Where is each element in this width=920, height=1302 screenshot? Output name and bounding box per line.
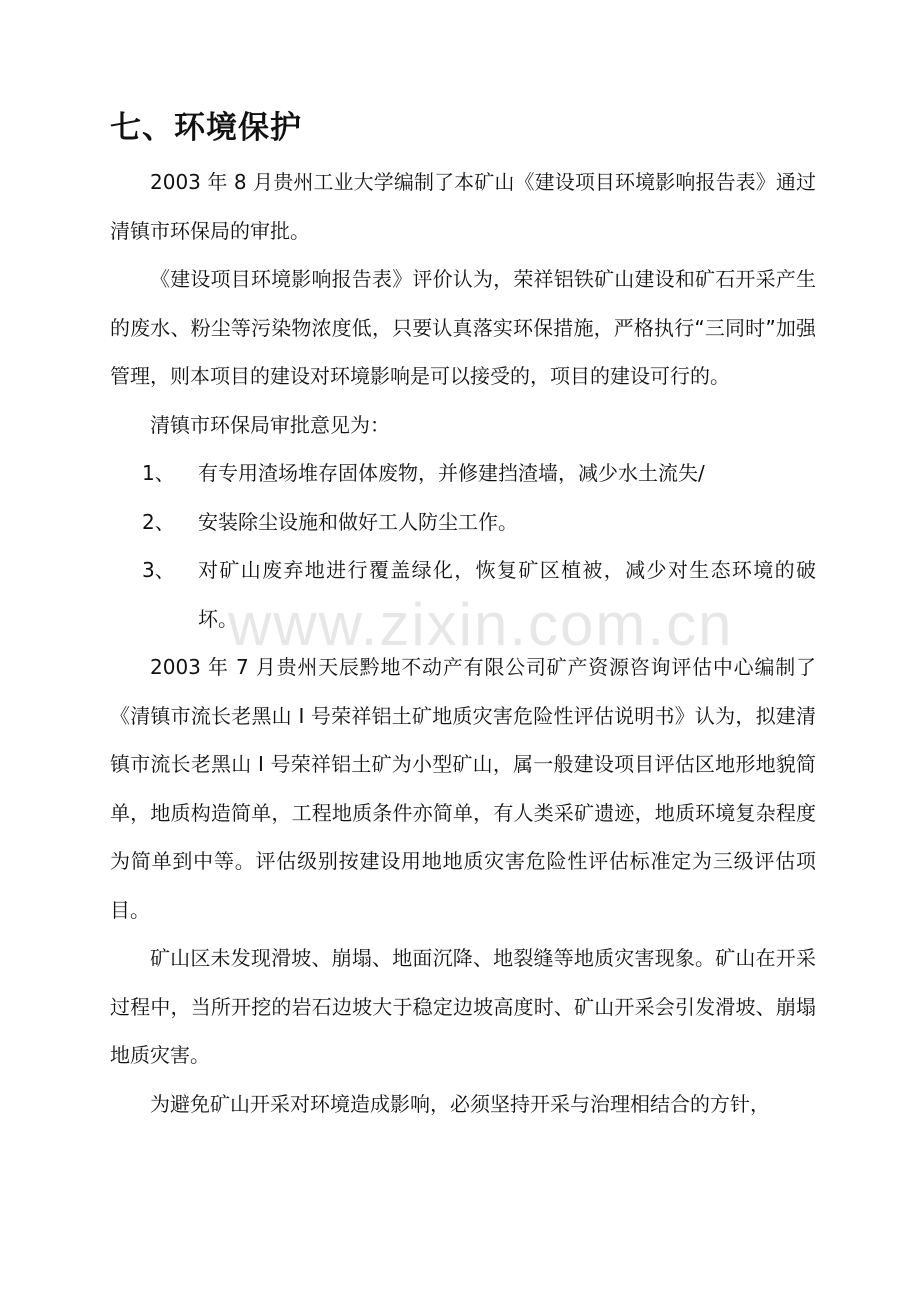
list-item — [110, 498, 816, 547]
list-item-number: 3、 — [142, 558, 175, 582]
list-item-number: 1、 — [142, 461, 175, 485]
paragraph-hazard-findings: 矿山区未发现滑坡、崩塌、地面沉降、地裂缝等地质灾害现象。矿山在开采过程中，当所开挖的岩石边坡大于稳定边坡高度时、矿山开采会引发滑坡、崩塌地质灾害。 — [110, 946, 816, 1067]
paragraph-eia-report: 2003 年 8 月贵州工业大学编制了本矿山《建设项目环境影响报告表》通过清镇市环保局的审批。 — [110, 170, 816, 243]
section-heading: 七、环境保护 — [110, 110, 302, 146]
paragraph-approval-intro: 清镇市环保局审批意见为： — [150, 412, 390, 437]
document-body — [110, 102, 816, 1128]
approval-opinion-list — [110, 449, 816, 643]
list-item — [110, 449, 816, 498]
list-item-text: 有专用渣场堆存固体废物，并修建挡渣墙，减少水土流失/ — [198, 461, 705, 485]
list-item-text: 对矿山废弃地进行覆盖绿化，恢复矿区植被，减少对生态环境的破坏。 — [198, 558, 816, 631]
paragraph-mitigation-policy: 为避免矿山开采对环境造成影响，必须坚持开采与治理相结合的方针， — [150, 1091, 770, 1116]
watermark: www.zixin.com.cn — [228, 591, 734, 658]
list-item-number: 2、 — [142, 509, 175, 534]
paragraph-eia-evaluation: 《建设项目环境影响报告表》评价认为，荣祥铝铁矿山建设和矿石开采产生的废水、粉尘等污染物浓度低，只要认真落实环保措施，严格执行“三同时”加强管理，则本项目的建设对环境影响是可以接受的，项目的建设可行的。 — [110, 267, 816, 388]
paragraph-hazard-assessment: 2003 年 7 月贵州天辰黔地不动产有限公司矿产资源咨询评估中心编制了《清镇市流长老黑山 I 号荣祥铝土矿地质灾害危险性评估说明书》认为，拟建清镇市流长老黑山 I 号荣祥铝土矿为小型矿山，属一般建设项目评估区地形地貌简单，地质构造简单，工程地质条件亦简单，有人类采矿遗迹，地质环境复杂程度为简单到中等。评估级别按建设用地地质灾害危险性评估标准定为三级评估项目。 — [110, 655, 816, 922]
list-item-text: 安装除尘设施和做好工人防尘工作。 — [198, 509, 518, 534]
list-item — [110, 546, 816, 643]
